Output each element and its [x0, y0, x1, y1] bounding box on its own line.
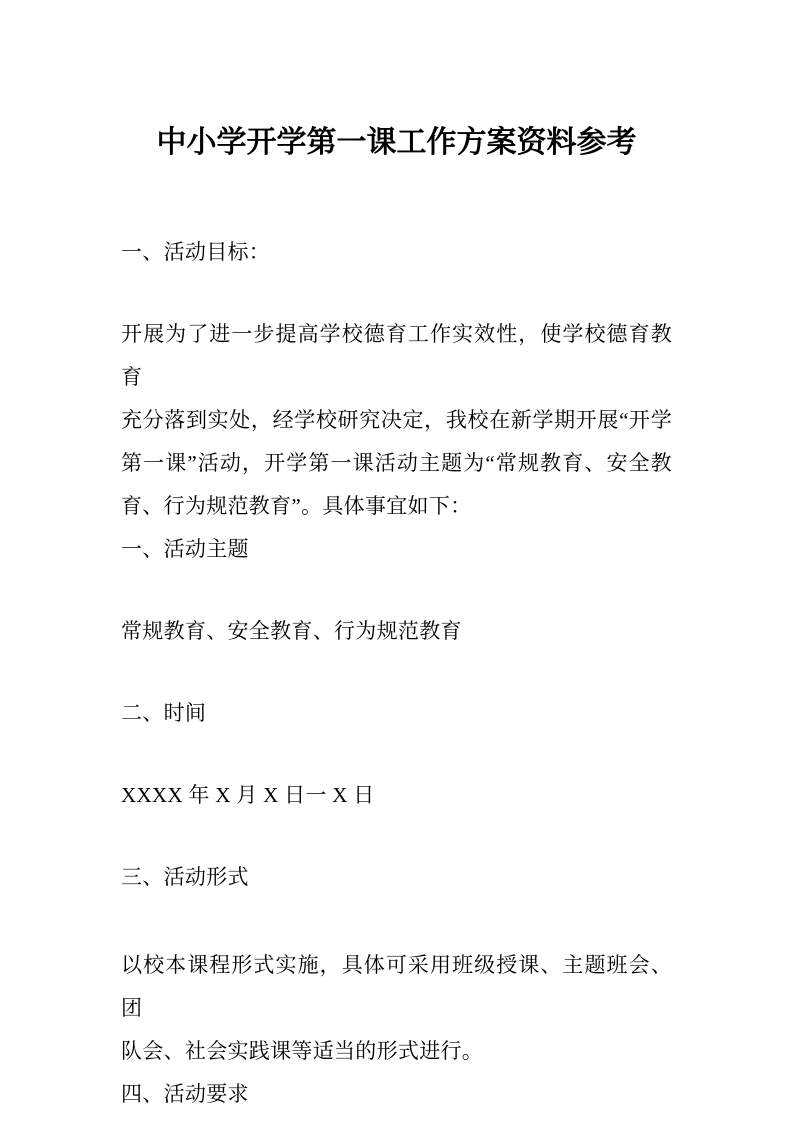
- paragraph-form-line-1: 以校本课程形式实施，具体可采用班级授课、主题班会、团: [121, 953, 672, 1020]
- heading-activity-requirements: 四、活动要求: [121, 1082, 249, 1106]
- document-content: [121, 0, 672, 1116]
- paragraph-intro-line-1: 开展为了进一步提高学校德育工作实效性，使学校德育教育: [121, 322, 672, 389]
- heading-time: 二、时间: [121, 701, 207, 725]
- document-title: 中小学开学第一课工作方案资料参考: [156, 126, 637, 159]
- heading-activity-form: 三、活动形式: [121, 865, 249, 889]
- paragraph-form-line-2: 队会、社会实践课等适当的形式进行。: [121, 1039, 484, 1063]
- heading-activity-goals: 一、活动目标：: [121, 240, 271, 264]
- paragraph-intro-line-2: 充分落到实处，经学校研究决定，我校在新学期开展“开学: [121, 408, 672, 432]
- paragraph-theme: 常规教育、安全教育、行为规范教育: [121, 619, 462, 643]
- paragraph-intro-line-3: 第一课”活动，开学第一课活动主题为“常规教育、安全教: [121, 451, 672, 475]
- paragraph-intro-line-4: 育、行为规范教育”。具体事宜如下：: [121, 494, 472, 518]
- heading-activity-theme: 一、活动主题: [121, 537, 249, 561]
- paragraph-time: XXXX 年 X 月 X 日一 X 日: [121, 783, 375, 807]
